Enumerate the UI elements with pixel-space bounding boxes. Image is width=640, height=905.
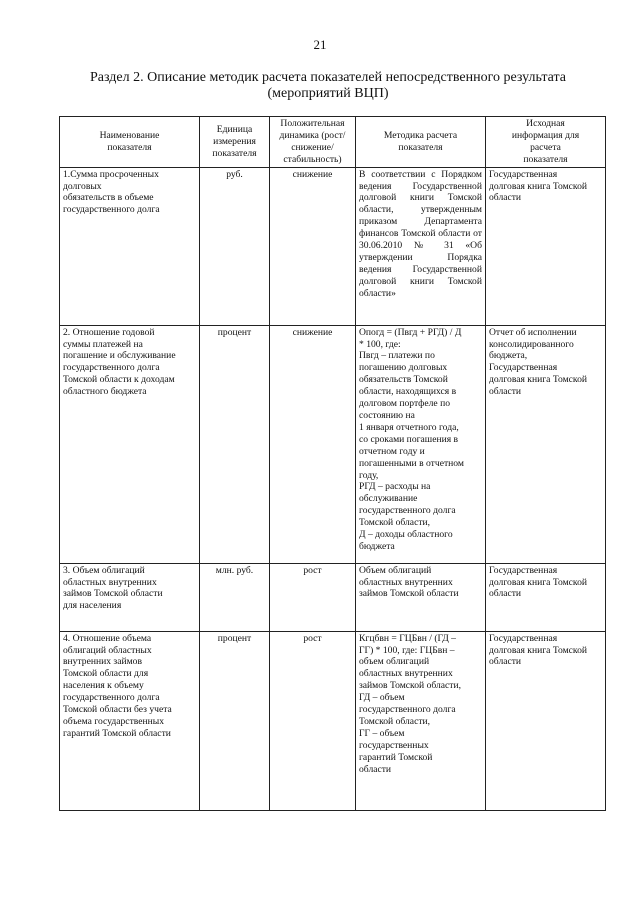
- indicators-table: [59, 116, 606, 811]
- header-dynamics: Положительная динамика (рост/ снижение/ стабильность): [270, 117, 356, 168]
- section-title-line-2: (мероприятий ВЦП): [267, 86, 389, 101]
- row-indicator-name: 1.Сумма просроченных долговых обязательств в объеме государственного долга: [60, 167, 200, 325]
- row-dynamics: снижение: [270, 167, 356, 325]
- header-unit: Единица измерения показателя: [200, 117, 270, 168]
- row-indicator-name: 4. Отношение объема облигаций областных внутренних займов Томской области для населения к объему государственного долга Томской области без учета объема государственных гарантий Томской области: [60, 631, 200, 810]
- table-header-row: [60, 117, 606, 168]
- table-row: [60, 167, 606, 325]
- row-unit: млн. руб.: [200, 563, 270, 631]
- row-source: Отчет об исполнении консолидированного бюджета, Государственная долговая книга Томской области: [486, 325, 606, 563]
- row-dynamics: рост: [270, 563, 356, 631]
- section-title: [60, 70, 596, 102]
- row-dynamics: рост: [270, 631, 356, 810]
- table-row: [60, 631, 606, 810]
- row-unit: руб.: [200, 167, 270, 325]
- section-title-line-1: Раздел 2. Описание методик расчета показателей непосредственного результата: [90, 70, 566, 85]
- row-dynamics: снижение: [270, 325, 356, 563]
- row-source: Государственная долговая книга Томской области: [486, 563, 606, 631]
- row-method: Кгцбвн = ГЦБвн / (ГД – ГГ) * 100, где: ГЦБвн – объем облигаций областных внутренних займов Томской области, ГД – объем государственного долга Томской области, ГГ – объем государственных гарантий Томской области: [356, 631, 486, 810]
- row-unit: процент: [200, 325, 270, 563]
- row-indicator-name: 3. Объем облигаций областных внутренних займов Томской области для населения: [60, 563, 200, 631]
- row-source: Государственная долговая книга Томской области: [486, 167, 606, 325]
- header-source: Исходная информация для расчета показателя: [486, 117, 606, 168]
- row-method: Объем облигаций областных внутренних займов Томской области: [356, 563, 486, 631]
- table-row: [60, 325, 606, 563]
- row-unit: процент: [200, 631, 270, 810]
- header-indicator-name: Наименование показателя: [60, 117, 200, 168]
- page-number: 21: [313, 37, 327, 52]
- row-indicator-name: 2. Отношение годовой суммы платежей на погашение и обслуживание государственного долга Томской области к доходам областного бюджета: [60, 325, 200, 563]
- header-method: Методика расчета показателя: [356, 117, 486, 168]
- row-source: Государственная долговая книга Томской области: [486, 631, 606, 810]
- row-method: В соответствии с Порядком ведения Государственной долговой книги Томской области, утвержденным приказом Департамента финансов Томской области от 30.06.2010 № 31 «Об утверждении Порядка ведения Государственной долговой книги Томской области»: [356, 167, 486, 325]
- row-method: Опогд = (Пвгд + РГД) / Д * 100, где: Пвгд – платежи по погашению долговых обязательств Томской области, находящихся в долговом портфеле по состоянию на 1 января отчетного года, со сроками погашения в отчетном году и погашенными в отчетном году, РГД – расходы на обслуживание государственного долга Томской области, Д – доходы областного бюджета: [356, 325, 486, 563]
- table-row: [60, 563, 606, 631]
